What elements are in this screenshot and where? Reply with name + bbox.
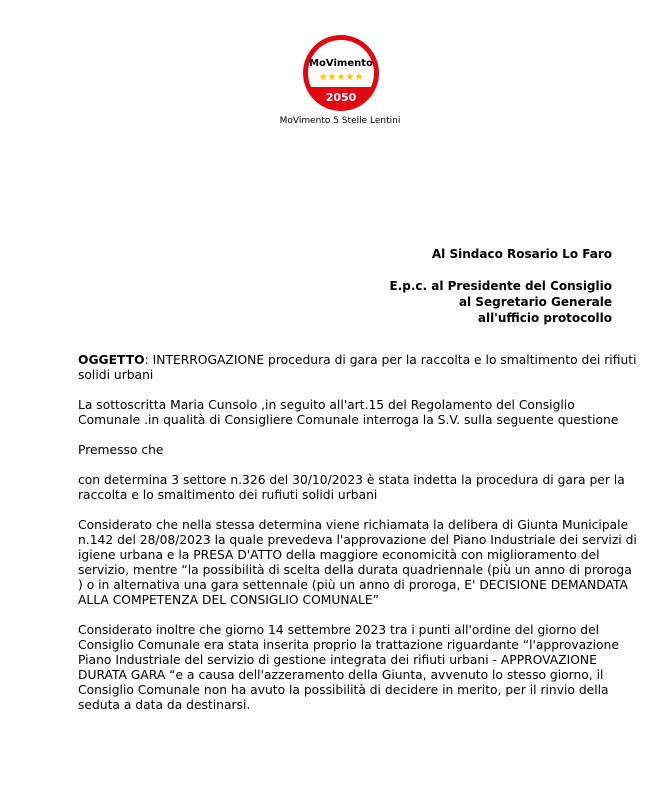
movimento-logo [301,33,381,113]
recipient-segretario: al Segretario Generale [458,295,612,309]
oggetto-paragraph [78,353,638,383]
oggetto-label: OGGETTO [78,353,145,367]
logo-caption: MoVimento 5 Stelle Lentini [279,116,401,126]
paragraph-considerato-inoltre: Considerato inoltre che giorno 14 settembre 2023 tra i punti all'ordine del giorno del Consiglio Comunale era stata inserita proprio la trattazione riguardante “l'approvazione Piano Industriale del servizio di gestione integrata dei rifiuti urbani - APPROVAZIONE DURATA GARA “e a causa dell'azzeramento della Giunta, avvenuto lo stesso giorno, il Consiglio Comunale non ha avuto la possibilità di decidere in merito, per il rinvio della seduta a data da destinarsi. [78,623,619,712]
logo-brand-text: MoVimento [309,58,373,69]
logo-year-text: 2050 [325,91,357,104]
paragraph-intro: La sottoscritta Maria Cunsolo ,in seguito all'art.15 del Regolamento del Consiglio Comunale .in qualità di Consigliere Comunale interroga la S.V. sulla seguente questione [78,398,619,427]
recipients-block [389,246,612,326]
recipient-sindaco: Al Sindaco Rosario Lo Faro [431,247,612,261]
logo-stars [319,72,364,83]
oggetto-text: : INTERROGAZIONE procedura di gara per la raccolta e lo smaltimento dei rifiuti solidi urbani [78,353,637,382]
paragraph-premesso: Premesso che [78,443,164,457]
letter-body [78,353,638,728]
svg-text:★★★★★: ★★★★★ [318,72,364,83]
paragraph-determina: con determina 3 settore n.326 del 30/10/2023 è stata indetta la procedura di gara per la raccolta e lo smaltimento dei rufiuti solidi urbani [78,473,625,502]
recipient-presidente: E.p.c. al Presidente del Consiglio [389,279,612,293]
recipient-protocollo: all'ufficio protocollo [477,311,612,325]
paragraph-considerato: Considerato che nella stessa determina viene richiamata la delibera di Giunta Municipale n.142 del 28/08/2023 la quale prevedeva l'approvazione del Piano Industriale dei servizi di igiene urbana e la PRESA D'ATTO della maggiore economicità con miglioramento del servizio, mentre “la possibilità di scelta della durata quadriennale (più un anno di proroga ) o in alternativa una gara settennale (più un anno di proroga, E' DECISIONE DEMANDATA ALLA COMPETENZA DEL CONSIGLIO COMUNALE” [78,518,637,607]
